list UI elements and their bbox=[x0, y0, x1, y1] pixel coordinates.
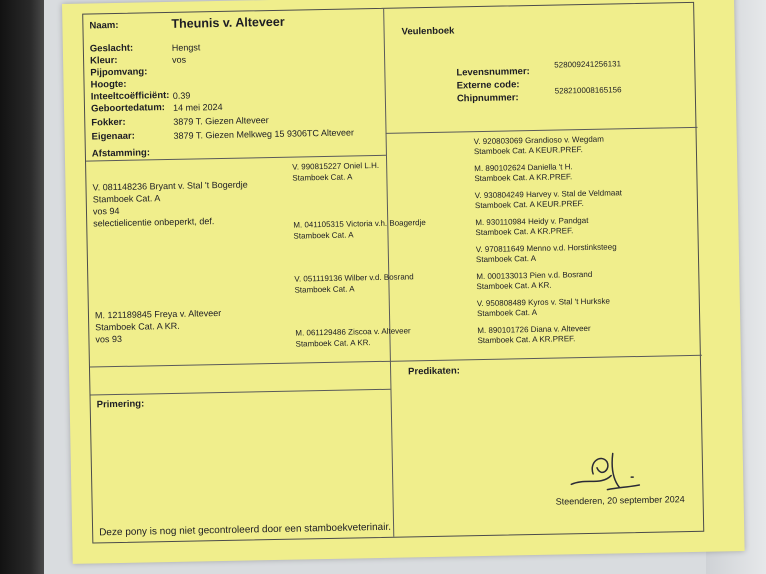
ancestor-6-name: M. 000133013 Pien v.d. Bosrand bbox=[476, 269, 593, 282]
ancestor-3-category: Stamboek Cat. A KEUR.PREF. bbox=[474, 199, 584, 211]
height-label: Hoogte: bbox=[90, 78, 127, 91]
brand-label: Pijpomvang: bbox=[90, 66, 148, 79]
name-label: Naam: bbox=[89, 19, 119, 32]
life-number-value: 528009241256131 bbox=[554, 59, 622, 70]
owner-value: 3879 T. Giezen Melkweg 15 9306TC Alteveer bbox=[173, 127, 355, 141]
dam-dam-category: Stamboek Cat. A KR. bbox=[295, 338, 371, 349]
pedigree-certificate bbox=[62, 0, 745, 564]
inbreeding-label: Inteeltcoëfficiënt: bbox=[90, 89, 170, 103]
predicates-label: Predikaten: bbox=[408, 365, 460, 378]
ancestor-8-category: Stamboek Cat. A KR.PREF. bbox=[477, 334, 576, 346]
inbreeding-value: 0.39 bbox=[172, 90, 191, 101]
external-code-label: Externe code: bbox=[456, 79, 520, 92]
ancestor-7-category: Stamboek Cat. A bbox=[476, 307, 538, 319]
dam-sire-category: Stamboek Cat. A bbox=[294, 284, 355, 295]
ancestor-2-name: M. 890102624 Daniella 't H. bbox=[474, 162, 573, 174]
ancestor-5-category: Stamboek Cat. A bbox=[475, 253, 537, 265]
premiums-label: Primering: bbox=[96, 398, 145, 411]
ancestor-5-name: V. 970811649 Menno v.d. Horstinksteeg bbox=[475, 242, 617, 255]
dam-colour-year: vos 93 bbox=[95, 333, 123, 345]
ancestor-1-category: Stamboek Cat. A KEUR.PREF. bbox=[473, 145, 583, 157]
foalbook-bottom-line bbox=[386, 127, 698, 134]
sire-licence: selectielicentie onbeperkt, def. bbox=[93, 216, 215, 229]
sire-sire-name: V. 990815227 Oniel L.H. bbox=[292, 160, 380, 172]
dam-stud-category: Stamboek Cat. A KR. bbox=[95, 320, 180, 333]
dam-dam-name: M. 061129486 Ziscoa v. Alteveer bbox=[295, 326, 411, 338]
background-dark bbox=[0, 0, 44, 574]
life-number-label: Levensnummer: bbox=[456, 66, 530, 79]
ancestor-4-name: M. 930110984 Heidy v. Pandgat bbox=[475, 215, 589, 228]
owner-label: Eigenaar: bbox=[91, 130, 135, 143]
colour-value: vos bbox=[171, 54, 187, 65]
sex-label: Geslacht: bbox=[89, 42, 134, 55]
dob-value: 14 mei 2024 bbox=[172, 101, 223, 113]
sex-value: Hengst bbox=[171, 42, 201, 53]
horse-name: Theunis v. Alteveer bbox=[171, 14, 285, 31]
predicates-line bbox=[90, 355, 702, 368]
sire-dam-name: M. 041105315 Victoria v.h. Boagerdje bbox=[293, 218, 426, 230]
pedigree-label: Afstamming: bbox=[91, 147, 151, 160]
ancestor-2-category: Stamboek Cat. A KR.PREF. bbox=[474, 172, 573, 184]
chip-value: 528210008165156 bbox=[554, 85, 622, 96]
breeder-label: Fokker: bbox=[91, 116, 126, 129]
sire-dam-category: Stamboek Cat. A bbox=[293, 230, 354, 241]
certificate-frame bbox=[82, 2, 704, 544]
dam-sire-name: V. 051119136 Wilber v.d. Bosrand bbox=[294, 272, 414, 284]
place-date: Steenderen, 20 september 2024 bbox=[555, 494, 685, 507]
sire-stud-category: Stamboek Cat. A bbox=[92, 193, 161, 205]
dob-label: Geboortedatum: bbox=[90, 102, 166, 115]
breeder-value: 3879 T. Giezen Alteveer bbox=[173, 115, 269, 127]
ancestor-4-category: Stamboek Cat. A KR.PREF. bbox=[475, 226, 574, 238]
sire-sire-category: Stamboek Cat. A bbox=[292, 172, 353, 183]
signature bbox=[567, 447, 648, 497]
chip-label: Chipnummer: bbox=[456, 92, 519, 105]
ancestor-7-name: V. 950808489 Kyros v. Stal 't Hurkske bbox=[476, 296, 611, 309]
dam-name: M. 121189845 Freya v. Alteveer bbox=[94, 308, 222, 321]
footer-note: Deze pony is nog niet gecontroleerd door een stamboekveterinair. bbox=[99, 521, 392, 539]
colour-label: Kleur: bbox=[89, 54, 118, 67]
ancestor-3-name: V. 930804249 Harvey v. Stal de Veldmaat bbox=[474, 188, 623, 201]
ancestor-8-name: M. 890101726 Diana v. Alteveer bbox=[477, 323, 591, 336]
foalbook-title: Veulenboek bbox=[401, 25, 455, 38]
ancestor-1-name: V. 920803069 Grandioso v. Wegdam bbox=[473, 134, 604, 147]
sire-colour-year: vos 94 bbox=[92, 205, 120, 217]
premiums-line bbox=[91, 389, 391, 396]
ancestor-6-category: Stamboek Cat. A KR. bbox=[476, 280, 552, 292]
sire-name: V. 081148236 Bryant v. Stal 't Bogerdje bbox=[92, 179, 248, 193]
